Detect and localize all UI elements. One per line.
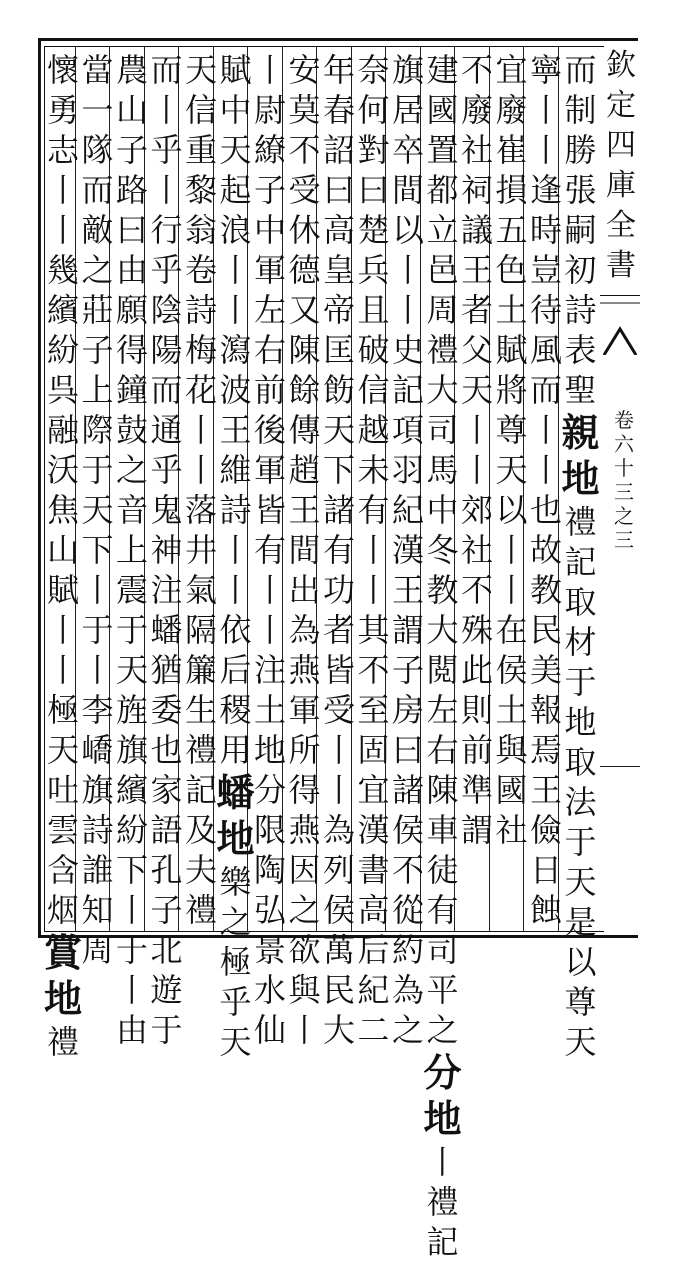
margin-divider	[600, 766, 640, 767]
column-annotation: 禮	[46, 1023, 79, 1061]
column-text: 而 制 勝 張 嗣 初 詩 表 聖	[564, 51, 597, 409]
column-annotation: 禮 記 取 材 于 地 取 法 于 天 是 以 尊 天	[564, 503, 597, 1061]
column-rule	[40, 47, 41, 931]
column-text: 而 丨 乎 丨 行 乎 陰 陽 而 通 乎 鬼 神 注 蟠 猶 委 也 家 語 孔 子 北 遊 于	[150, 51, 183, 1049]
headword: 親 地	[561, 410, 600, 501]
column-text: 安 莫 不 受 休 德 又 陳 餘 傳 趙 王 間 出 為 燕 軍 所 得 燕 因 之 欲 與 丨	[288, 51, 321, 1049]
headword: 賞 地	[43, 930, 82, 1021]
column-annotation: 丨 禮 記	[426, 1143, 459, 1261]
text-column	[41, 50, 85, 1061]
margin-book-title: 欽 定 四 庫 全 書	[606, 48, 636, 283]
column-text: 丨 尉 繚 子 中 軍 左 右 前 後 軍 皆 有 丨 丨 注 土 地 分 限 陶 弘 景 水 仙	[253, 51, 286, 1049]
column-text: 旗 居 卒 間 以 丨 丨 史 記 項 羽 紀 漢 王 謂 子 房 曰 諸 侯 不 從 約 為 之	[391, 51, 424, 1049]
column-text: 農 山 子 路 曰 由 願 得 鐘 鼓 之 音 上 震 于 天 旌 旗 繽 紛 下 丨 于 丨 由	[115, 51, 148, 1049]
column-annotation: 樂 之 極 乎 天	[219, 863, 252, 1061]
headword: 蟠 地	[216, 770, 255, 861]
column-text: 奈 何 對 曰 楚 兵 且 破 信 越 未 有 丨 丨 其 不 至 固 宜 漢 書 高 后 紀 二	[357, 51, 390, 1049]
fishtail-mark	[600, 295, 640, 355]
column-text: 天 信 重 黎 翁 卷 詩 梅 花 丨 丨 落 井 氣 隔 簾 生	[184, 51, 217, 729]
column-text: 年 春 詔 曰 高 皇 帝 匡 飭 天 下 諸 有 功 者 皆 受 丨 丨 為 列 侯 萬 民 大	[322, 51, 355, 1049]
column-text: 賦 中 天 起 浪 丨 丨 瀉 波 王 維 詩 丨 丨 依 后 稷 用	[219, 51, 252, 769]
column-text: 當 一 隊 而 敵 之 莊 子 上 際 于 天 下 丨 于 丨 李 嶠 旗 詩 誰 知 周	[81, 51, 114, 969]
column-text: 建 國 置 都 立 邑 周 禮 大 司 馬 中 冬 教 大 閲 左 右 陳 車 徒 有 司 平 之	[426, 51, 459, 1049]
column-annotation: 禮 記 及 夫 禮	[184, 731, 217, 929]
column-text: 宜 廢 崔 損 五 色 土 賦 將 尊 天 以 丨 丨 在 侯 土 與 國 社	[495, 51, 528, 849]
column-text: 寧 丨 丨 逢 時 豈 待 風	[529, 51, 562, 369]
column-text: 不 廢 社 祠 議 王 者 父 天 丨 丨 郊 社 不 殊 此 則 前 準 謂	[460, 51, 493, 849]
column-text: 懷 勇 志 丨 丨 幾 繽 紛 呉 融 沃 焦 山 賦 丨 丨 極 天 吐 雲 含 烟	[46, 51, 79, 929]
margin-volume-label: 卷 六 十 三 之 三	[614, 408, 634, 552]
column-annotation: 而 丨 丨 也 故 教 民 美 報 焉 王 儉 日 蝕	[529, 371, 562, 929]
headword: 分 地	[423, 1050, 462, 1141]
